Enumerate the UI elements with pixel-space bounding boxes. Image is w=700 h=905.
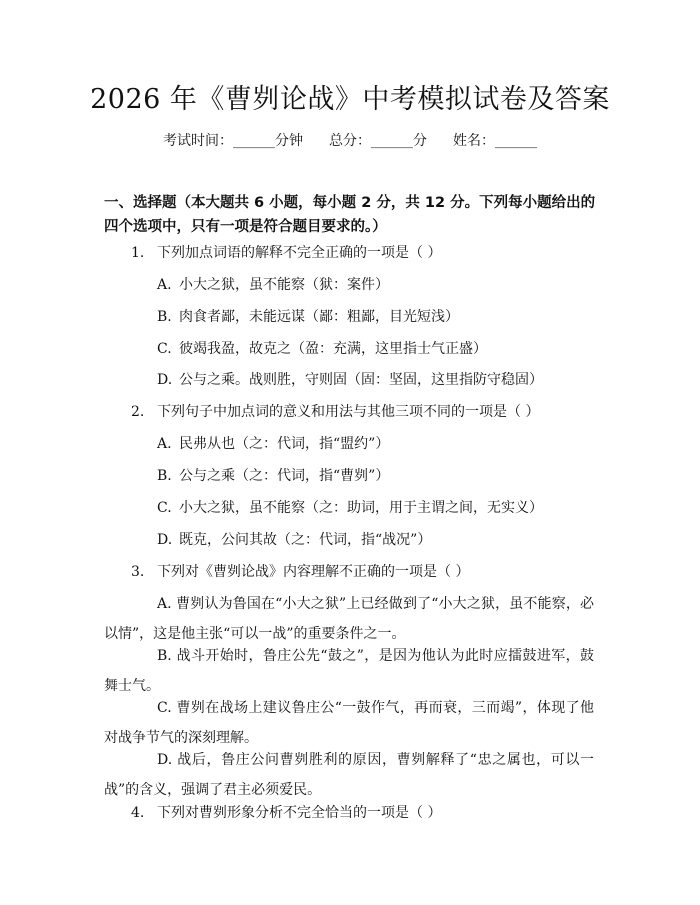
option-text: 小大之狱，虽不能察（狱：案件） xyxy=(179,277,389,293)
exam-time-field: 考试时间：______分钟 xyxy=(163,133,303,149)
option-letter: D. xyxy=(157,532,173,548)
question-stem: 下列对曹刿形象分析不完全恰当的一项是（ ） xyxy=(157,805,442,821)
option-text: 彼竭我盈，故克之（盈：充满，这里指士气正盛） xyxy=(179,341,487,357)
question-3 xyxy=(131,562,469,582)
option-1d xyxy=(157,370,543,390)
option-letter: B. xyxy=(157,309,172,325)
option-letter: A. xyxy=(157,436,172,452)
section-heading: 一、选择题（本大题共 6 小题，每小题 2 分，共 12 分。下列每小题给出的四个选项中，只有一项是符合题目要求的。） xyxy=(104,195,596,235)
exam-score-field: 总分：______分 xyxy=(329,133,427,149)
question-2 xyxy=(131,402,539,422)
question-4 xyxy=(131,803,441,823)
question-number: 4. xyxy=(131,805,145,821)
option-3b: B. 战斗开始时，鲁庄公先“鼓之”，是因为他认为此时应擂鼓进军，鼓舞士气。 xyxy=(104,648,594,694)
option-3c: C. 曹刿在战场上建议鲁庄公“一鼓作气，再而衰，三而竭”，体现了他对战争节气的深刻理解。 xyxy=(104,700,594,746)
option-text: 小大之狱，虽不能察（之：助词，用于主谓之间，无实义） xyxy=(179,500,543,516)
question-number: 3. xyxy=(131,564,145,580)
option-2d xyxy=(157,530,431,550)
option-1c xyxy=(157,339,487,359)
option-text: 肉食者鄙，未能远谋（鄙：粗鄙，目光短浅） xyxy=(179,309,459,325)
option-letter: C. xyxy=(157,500,172,516)
option-letter: C. xyxy=(157,341,172,357)
option-3d: D. 战后，鲁庄公问曹刿胜利的原因，曹刿解释了“忠之属也，可以一战”的含义，强调了君主必须爱民。 xyxy=(104,752,594,798)
option-2a xyxy=(157,434,389,454)
question-stem: 下列句子中加点词的意义和用法与其他三项不同的一项是（ ） xyxy=(157,404,540,420)
option-2c xyxy=(157,498,543,518)
option-text: 公与之乘。战则胜，守则固（固：坚固，这里指防守稳固） xyxy=(179,372,543,388)
exam-info xyxy=(0,131,700,151)
option-1a xyxy=(157,275,389,295)
option-text: 既克，公问其故（之：代词，指“战况”） xyxy=(179,532,432,548)
question-stem: 下列对《曹刿论战》内容理解不正确的一项是（ ） xyxy=(157,564,470,580)
option-letter: B. xyxy=(157,468,172,484)
option-3a: A. 曹刿认为鲁国在“小大之狱”上已经做到了“小大之狱，虽不能察，必以情”，这是他主张“可以一战”的重要条件之一。 xyxy=(104,596,594,642)
option-letter: D. xyxy=(157,372,173,388)
option-text: 民弗从也（之：代词，指“盟约”） xyxy=(179,436,390,452)
question-number: 1. xyxy=(131,245,145,261)
question-number: 2. xyxy=(131,404,145,420)
option-2b xyxy=(157,466,389,486)
option-1b xyxy=(157,307,459,327)
option-text: 公与之乘（之：代词，指“曹刿”） xyxy=(179,468,390,484)
option-letter: A. xyxy=(157,277,172,293)
exam-title: 2026 年《曹刿论战》中考模拟试卷及答案 xyxy=(90,84,610,115)
exam-name-field: 姓名：______ xyxy=(453,133,537,149)
question-stem: 下列加点词语的解释不完全正确的一项是（ ） xyxy=(157,245,442,261)
question-1 xyxy=(131,243,441,263)
